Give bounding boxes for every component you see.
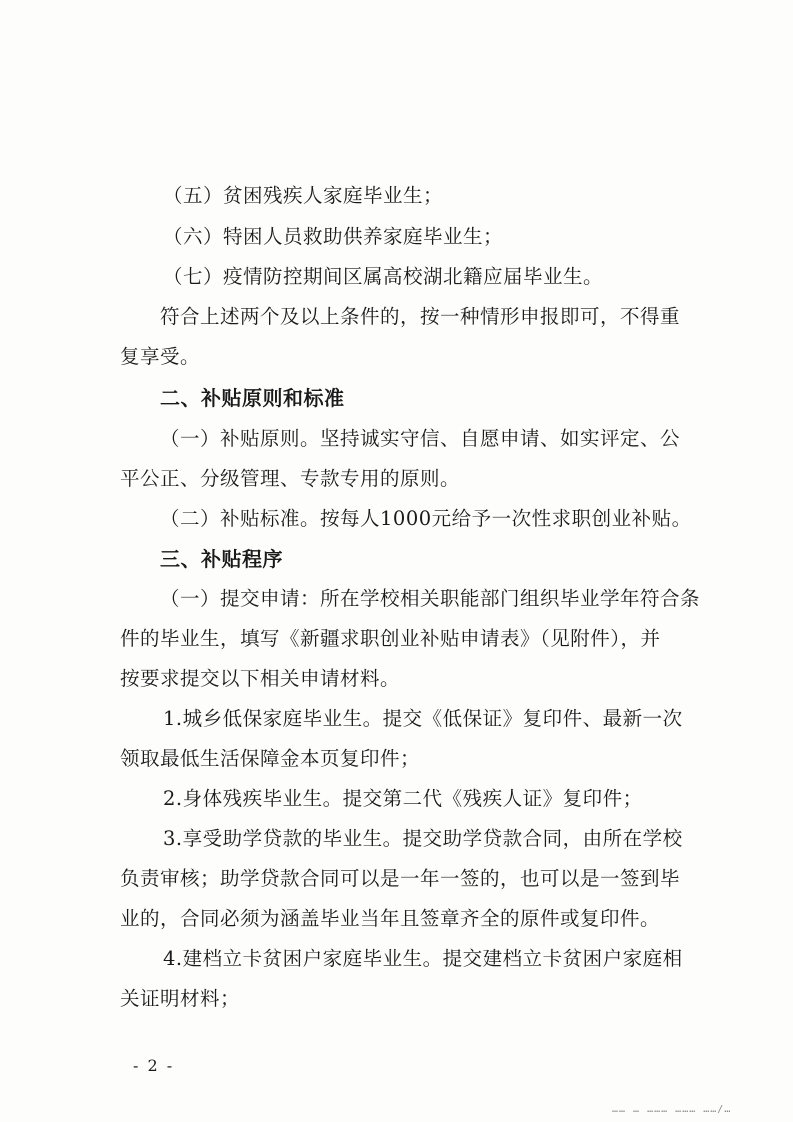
paragraph-line: 按要求提交以下相关申请材料。 xyxy=(120,667,401,690)
paragraph-line: 复享受。 xyxy=(120,345,201,368)
section-heading-three: 三、补贴程序 xyxy=(160,547,283,571)
list-item-six: （六）特困人员救助供养家庭毕业生； xyxy=(163,225,504,248)
paragraph-line: 关证明材料； xyxy=(120,987,241,1010)
paragraph-line: （二）补贴标准。按每人1000元给予一次性求职创业补贴。 xyxy=(160,507,692,530)
page-number: - 2 - xyxy=(133,1056,175,1075)
list-item-three: 3.享受助学贷款的毕业生。提交助学贷款合同，由所在学校 xyxy=(163,827,683,850)
paragraph-line: 平公正、分级管理、专款专用的原则。 xyxy=(120,467,461,490)
footer-stamp: …… … ……… ……… ……/… xyxy=(612,1104,732,1115)
paragraph-line: 领取最低生活保障金本页复印件； xyxy=(120,747,421,770)
paragraph-line: （一）补贴原则。坚持诚实守信、自愿申请、如实评定、公 xyxy=(160,427,681,450)
list-item-seven: （七）疫情防控期间区属高校湖北籍应届毕业生。 xyxy=(163,265,604,288)
paragraph-line: 业的，合同必须为涵盖毕业当年且签章齐全的原件或复印件。 xyxy=(120,907,661,930)
list-item-five: （五）贫困残疾人家庭毕业生； xyxy=(163,184,444,207)
paragraph-line: 符合上述两个及以上条件的，按一种情形申报即可，不得重 xyxy=(160,305,681,328)
list-item-four: 4.建档立卡贫困户家庭毕业生。提交建档立卡贫困户家庭相 xyxy=(163,947,683,970)
section-heading-two: 二、补贴原则和标准 xyxy=(160,386,345,410)
paragraph-line: （一）提交申请：所在学校相关职能部门组织毕业学年符合条 xyxy=(160,587,701,610)
paragraph-line: 件的毕业生，填写《新疆求职创业补贴申请表》（见附件），并 xyxy=(120,627,661,650)
paragraph-line: 负责审核；助学贷款合同可以是一年一签的，也可以是一签到毕 xyxy=(120,867,681,890)
list-item-two: 2.身体残疾毕业生。提交第二代《残疾人证》复印件； xyxy=(163,787,643,810)
list-item-one: 1.城乡低保家庭毕业生。提交《低保证》复印件、最新一次 xyxy=(163,707,683,730)
